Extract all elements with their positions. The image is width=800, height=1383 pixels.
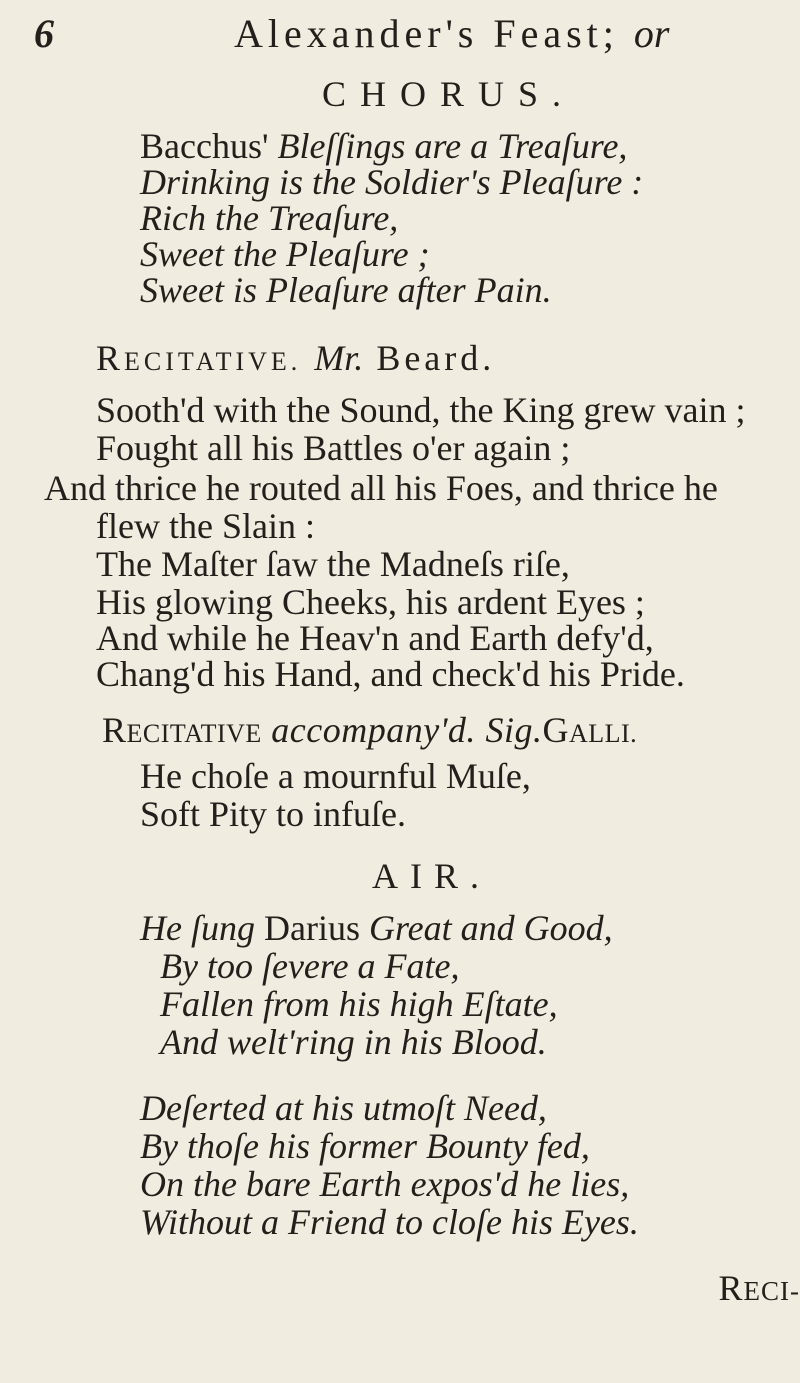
- recitative-1-line-1: Sooth'd with the Sound, the King grew vain ;: [96, 390, 746, 430]
- running-header-or: or: [633, 11, 670, 56]
- recitative-1-label-small: ECITATIVE.: [124, 347, 302, 376]
- page-number: 6: [34, 11, 54, 56]
- recitative-2-singer-title: Sig.: [485, 710, 543, 750]
- air-line-1-ital-b: Great and Good,: [368, 908, 613, 948]
- air-stanza-2-line-2: By thoſe his former Bounty fed,: [140, 1126, 590, 1166]
- chorus-line-1-ital: Bleſſings are a Treaſure,: [277, 126, 628, 166]
- recitative-2-line-1: He choſe a mournful Muſe,: [140, 756, 531, 796]
- recitative-1-singer-name: Beard.: [376, 338, 496, 378]
- recitative-2-label-small: ECITATIVE: [126, 719, 262, 748]
- air-stanza-2-line-3: On the bare Earth expos'd he lies,: [140, 1164, 630, 1204]
- recitative-2-label-big: R: [102, 710, 127, 750]
- air-stanza-2-line-1: Deſerted at his utmoſt Need,: [140, 1088, 547, 1128]
- recitative-1-line-5: The Maſter ſaw the Madneſs riſe,: [96, 544, 570, 584]
- air-stanza-1-line-1: He ſung Darius Great and Good,: [140, 908, 613, 948]
- recitative-2-line-2: Soft Pity to infuſe.: [140, 794, 407, 834]
- air-heading: AIR.: [372, 856, 491, 896]
- air-line-1-ital-a: He ſung: [140, 908, 255, 948]
- recitative-1-line-8: Chang'd his Hand, and check'd his Pride.: [96, 654, 685, 694]
- catchword-small: ECI-: [743, 1276, 800, 1306]
- recitative-1-line-2: Fought all his Battles o'er again ;: [96, 428, 571, 468]
- recitative-2-label-ital: accompany'd.: [271, 710, 476, 750]
- recitative-1-heading: [96, 340, 495, 376]
- running-header-title: Alexander's Feast;: [234, 11, 619, 56]
- recitative-1-singer-title: Mr.: [314, 338, 364, 378]
- chorus-heading: CHORUS.: [322, 74, 576, 114]
- chorus-line-2: Drinking is the Soldier's Pleaſure :: [140, 162, 644, 202]
- chorus-line-5: Sweet is Pleaſure after Pain.: [140, 270, 552, 310]
- running-header: [234, 11, 670, 56]
- recitative-2-heading: [102, 712, 637, 748]
- air-stanza-2-line-4: Without a Friend to cloſe his Eyes.: [140, 1202, 639, 1242]
- recitative-1-line-7: And while he Heav'n and Earth defy'd,: [96, 618, 654, 658]
- recitative-2-singer-big: G: [542, 710, 569, 750]
- air-stanza-1-line-4: And welt'ring in his Blood.: [160, 1022, 547, 1062]
- chorus-line-4: Sweet the Pleaſure ;: [140, 234, 430, 274]
- recitative-2-singer-small: ALLI.: [568, 719, 638, 748]
- air-stanza-1-line-3: Fallen from his high Eſtate,: [160, 984, 558, 1024]
- chorus-line-3: Rich the Treaſure,: [140, 198, 399, 238]
- catchword: [719, 1270, 800, 1306]
- recitative-1-line-4: flew the Slain :: [96, 506, 315, 546]
- recitative-1-line-3: And thrice he routed all his Foes, and thrice he: [44, 468, 718, 508]
- air-stanza-1-line-2: By too ſevere a Fate,: [160, 946, 460, 986]
- recitative-1-line-6: His glowing Cheeks, his ardent Eyes ;: [96, 582, 645, 622]
- recitative-1-label-big: R: [96, 338, 125, 378]
- catchword-big: R: [718, 1268, 744, 1308]
- chorus-line-1: Bacchus' Bleſſings are a Treaſure,: [140, 126, 628, 166]
